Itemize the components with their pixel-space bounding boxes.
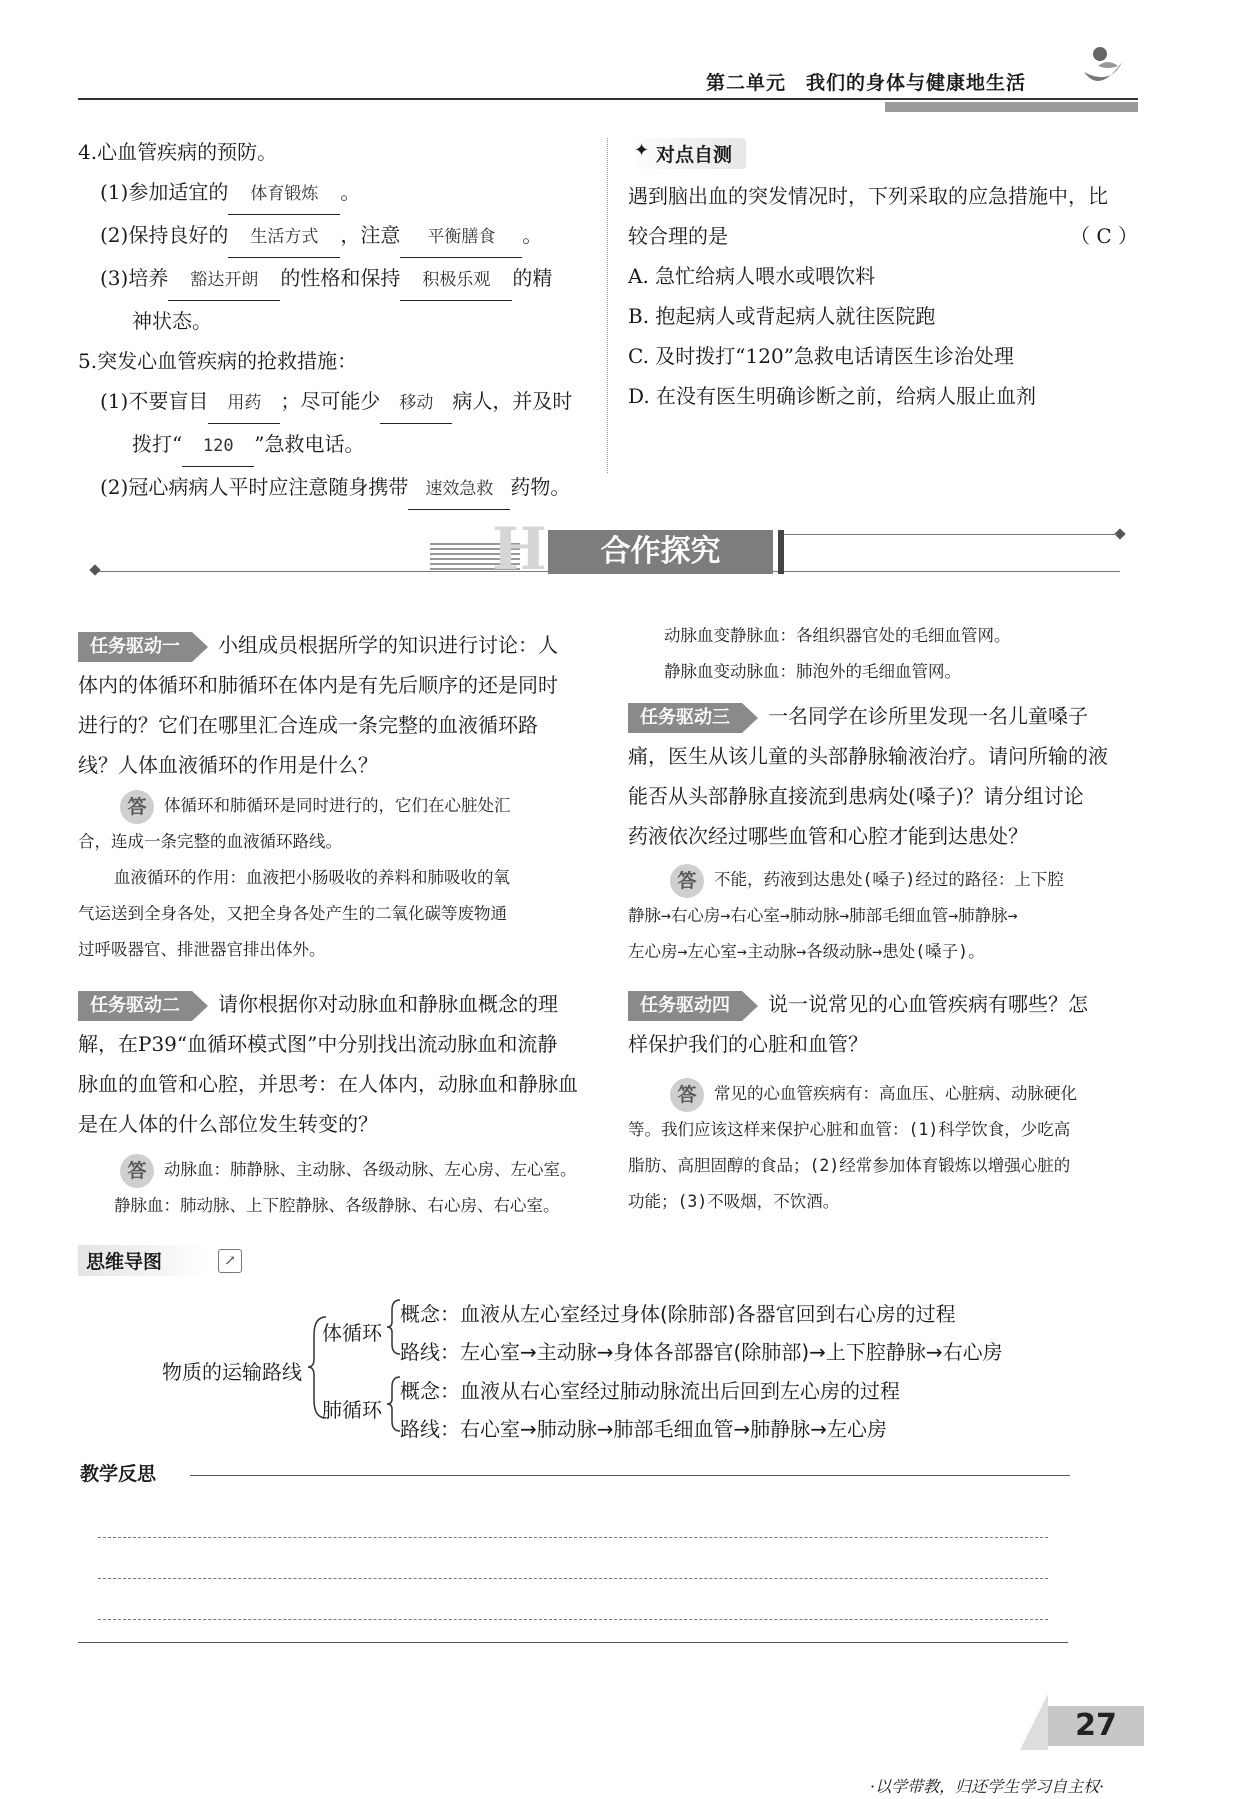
mind-map-concept: 概念：血液从右心室经过肺动脉流出后回到左心房的过程 [400,1379,900,1403]
task3-question-line: 药液依次经过哪些血管和心腔才能到达患处？ [628,824,1028,848]
text: 动脉血：肺静脉、主动脉、各级动脉、左心房、左心室。 [164,1160,577,1179]
text: 请你根据你对动脉血和静脉血概念的理 [218,992,558,1016]
mind-map-branch: 肺循环 [322,1398,382,1422]
reflection-tag: 教学反思 [80,1463,157,1485]
header-bar [885,102,1138,112]
banner-end [778,530,784,574]
logo-icon [1078,44,1128,94]
task1-tag: 任务驱动一 [78,632,192,662]
answer-line: 左心房→左心室→主动脉→各级动脉→患处(嗓子)。 [628,942,985,961]
reflection-line[interactable] [98,1619,1048,1620]
option: B. 抱起病人或背起病人就往医院跑 [628,304,936,328]
text: (1)参加适宜的 [100,180,229,204]
text: 说一说常见的心血管疾病有哪些？怎 [768,992,1088,1016]
task1-block [78,625,588,785]
answer-line [628,1076,1148,1112]
answer-line: 静脉血变动脉血：肺泡外的毛细血管网。 [664,662,961,681]
item4-1 [78,172,598,215]
option: D. 在没有医生明确诊断之前，给病人服止血剂 [628,384,1037,408]
fill-answer: 移动 [380,383,452,424]
item4-3 [78,258,598,301]
banner-letter: H [492,515,547,583]
task3-block [628,696,1138,856]
task4-question-line [628,984,1138,1024]
reflection-box-bottom [78,1642,1068,1643]
task3-question-line [628,696,1138,736]
self-test-question [628,176,1138,416]
text: (3)培养 [100,266,169,290]
header-rule [78,98,1138,100]
task1-question-line: 体内的体循环和肺循环在体内是有先后顺序的还是同时 [78,673,558,697]
text: 较合理的是 [628,224,728,248]
text: 拨打“ [132,432,183,456]
item5-1 [78,381,598,424]
mind-map-route: 路线：右心室→肺动脉→肺部毛细血管→肺静脉→左心房 [400,1417,888,1441]
mind-map-branch: 体循环 [322,1321,382,1345]
diamond-icon [89,564,100,575]
left-top-content [78,132,598,510]
text: ，注意 [340,223,401,247]
reflection-line[interactable] [98,1578,1048,1579]
text: ；尽可能少 [280,389,381,413]
answer-line: 等。我们应该这样来保护心脏和血管：(1)科学饮食，少吃高 [628,1120,1071,1139]
fill-answer: 生活方式 [228,217,340,258]
answer-line [78,1152,608,1188]
task3-answer [628,862,1148,970]
answer-line: 血液循环的作用：血液把小肠吸收的养料和肺吸收的氧 [114,868,510,887]
text: 。 [340,180,361,204]
mind-map-brace-branch [387,1375,401,1433]
section-title: 合作探究 [548,530,773,574]
reflection-line[interactable] [98,1537,1048,1538]
section-rule-right [782,534,1118,535]
fill-answer: 豁达开朗 [168,260,280,301]
fill-answer: 积极乐观 [400,260,512,301]
task4-tag: 任务驱动四 [628,991,742,1021]
text: 不能，药液到达患处(嗓子)经过的路径：上下腔 [714,870,1064,889]
fill-answer: 120 [182,426,254,467]
task1-question-line: 线？人体血液循环的作用是什么？ [78,753,378,777]
text: (2)保持良好的 [100,223,229,247]
item5-title: 5.突发心血管疾病的抢救措施： [78,349,358,373]
answer-icon: 答 [120,1154,154,1188]
task2-block [78,984,588,1144]
answer-line: 合，连成一条完整的血液循环路线。 [78,832,342,851]
text: 病人，并及时 [452,389,573,413]
fill-answer: 用药 [208,383,280,424]
task4-answer [628,1076,1148,1220]
page-number: 27 [1048,1706,1144,1746]
mind-map-root: 物质的运输路线 [162,1360,302,1384]
text: ”急救电话。 [254,432,365,456]
text: 的精 [512,266,553,290]
item4-2 [78,215,598,258]
footer-slogan: ·以学带教，归还学生学习自主权· [870,1777,1105,1796]
answer-line: 静脉血：肺动脉、上下腔静脉、各级静脉、右心房、右心室。 [114,1196,560,1215]
reflection-rule [190,1475,1070,1476]
question-line [628,216,1138,256]
mind-map-tag: 思维导图 [78,1245,210,1276]
task1-question-line [78,625,588,665]
header-title: 第二单元 我们的身体与健康地生活 [706,72,1027,94]
task1-question-line: 进行的？它们在哪里汇合连成一条完整的血液循环路 [78,713,538,737]
text: 。 [522,223,543,247]
text: 常见的心血管疾病有：高血压、心脏病、动脉硬化 [714,1084,1077,1103]
text: (2)冠心病病人平时应注意随身携带 [100,475,409,499]
text: 一名同学在诊所里发现一名儿童嗓子 [768,704,1088,728]
fill-answer: 速效急救 [408,469,510,510]
text: 的性格和保持 [280,266,401,290]
text: 体循环和肺循环是同时进行的，它们在心脏处汇 [164,796,511,815]
footer-slant [1020,1694,1048,1750]
self-test-tag-label: 对点自测 [656,144,733,166]
fill-answer: 体育锻炼 [228,174,340,215]
answer-bracket: （ C ） [1069,224,1138,248]
answer-line: 静脉→右心房→右心室→肺动脉→肺部毛细血管→肺静脉→ [628,906,1018,925]
answer-line: 脂肪、高胆固醇的食品；(2)经常参加体育锻炼以增强心脏的 [628,1156,1071,1175]
text: (1)不要盲目 [100,389,209,413]
item5-1-cont [78,424,598,467]
answer-line: 过呼吸器官、排泄器官排出体外。 [78,940,326,959]
task2-question-line: 解，在P39“血循环模式图”中分别找出流动脉血和流静 [78,1032,558,1056]
task1-answer [78,788,588,968]
option: C. 及时拨打“120”急救电话请医生诊治处理 [628,344,1014,368]
text: 药物。 [510,475,571,499]
item5-2 [78,467,598,510]
task2-tag: 任务驱动二 [78,991,192,1021]
task3-question-line: 能否从头部静脉直接流到患病处(嗓子)？请分组讨论 [628,784,1084,808]
answer-line [628,862,1148,898]
answer-icon: 答 [670,864,704,898]
star-icon: ✦ [634,140,650,161]
self-test-tag [626,138,746,169]
mind-map-route: 路线：左心室→主动脉→身体各部器官(除肺部)→上下腔静脉→右心房 [400,1340,1003,1364]
mind-map-concept: 概念：血液从左心室经过身体(除肺部)各器官回到右心房的过程 [400,1302,956,1326]
task2-answer [78,1152,608,1224]
fill-answer: 平衡膳食 [400,217,522,258]
column-divider [607,138,608,473]
mind-map-brace-branch [387,1298,401,1356]
item4-3-cont: 神状态。 [132,309,212,333]
task3-tag: 任务驱动三 [628,703,742,733]
task2-question-line: 脉血的血管和心腔，并思考：在人体内，动脉血和静脉血 [78,1072,578,1096]
answer-icon: 答 [670,1078,704,1112]
arrow-up-right-icon: ↗ [218,1249,242,1273]
answer-line: 动脉血变静脉血：各组织器官处的毛细血管网。 [664,626,1011,645]
section-banner [430,515,782,583]
task4-question-line: 样保护我们的心脏和血管？ [628,1032,868,1056]
task2-question-line [78,984,588,1024]
option: A. 急忙给病人喂水或喂饮料 [628,264,876,288]
answer-line: 气运送到全身各处，又把全身各处产生的二氧化碳等废物通 [78,904,507,923]
task2-answer-cont [628,618,1138,690]
task2-question-line: 是在人体的什么部位发生转变的？ [78,1112,378,1136]
answer-line [78,788,588,824]
task3-question-line: 痛，医生从该儿童的头部静脉输液治疗。请问所输的液 [628,744,1108,768]
answer-icon: 答 [120,790,154,824]
task4-block [628,984,1138,1064]
question-line: 遇到脑出血的突发情况时，下列采取的应急措施中，比 [628,184,1108,208]
item4-title: 4.心血管疾病的预防。 [78,140,278,164]
answer-line: 功能；(3)不吸烟，不饮酒。 [628,1192,840,1211]
text: 小组成员根据所学的知识进行讨论：人 [218,633,558,657]
